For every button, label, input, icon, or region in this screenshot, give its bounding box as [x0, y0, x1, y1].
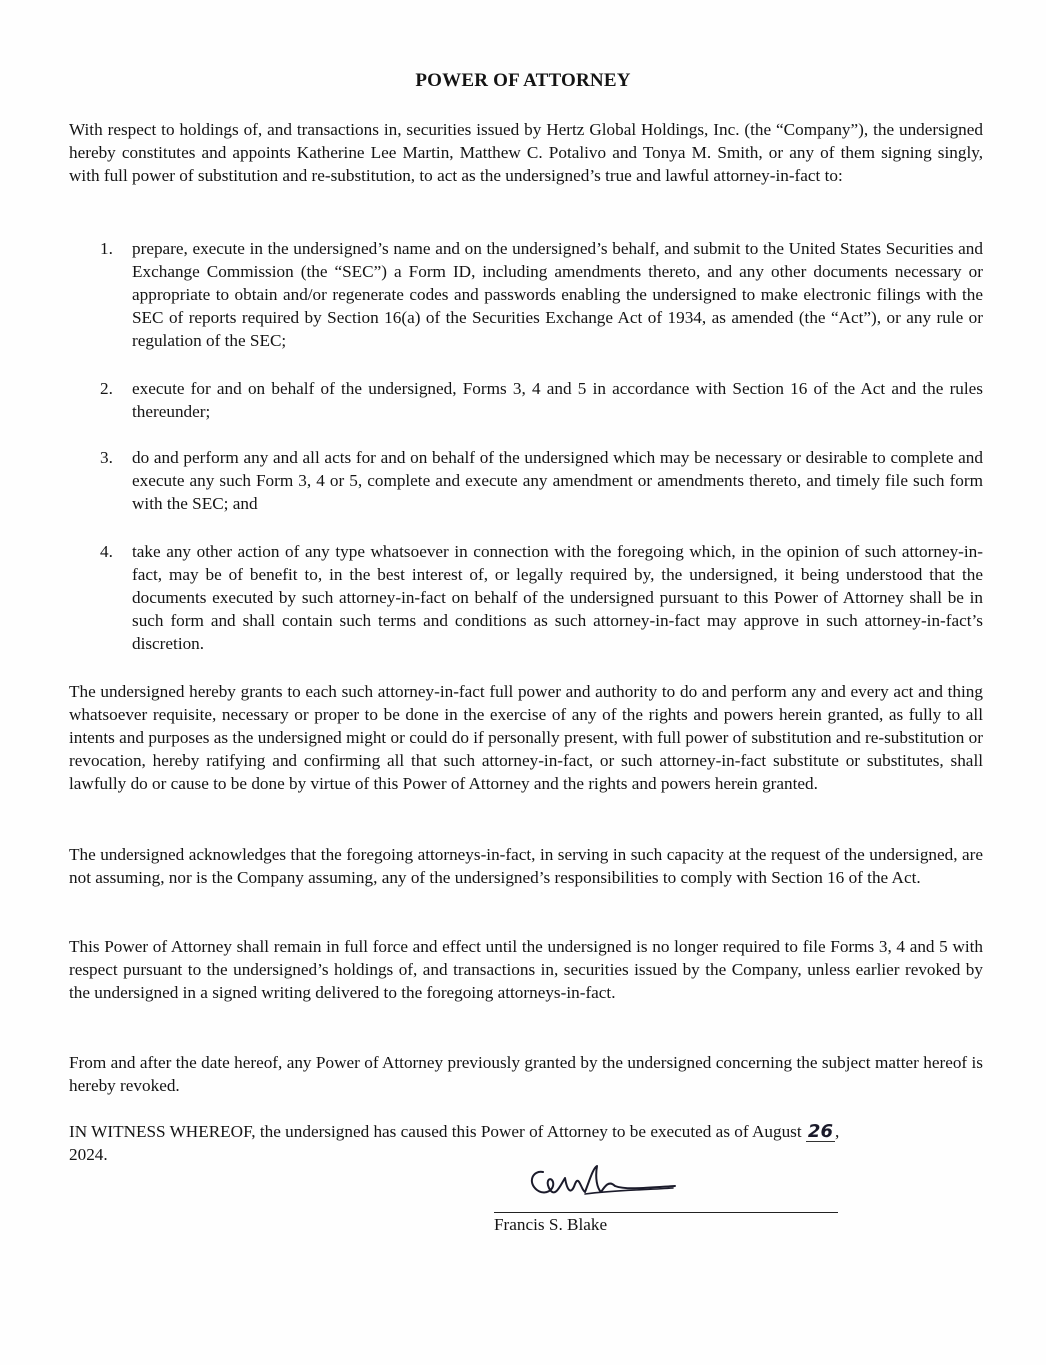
list-item-number: 3.: [100, 448, 113, 467]
acknowledgement-paragraph: The undersigned acknowledges that the foregoing attorneys-in-fact, in serving in such capacity at the request of the undersigned, are not assuming, nor is the Company assuming, any of the undersigned’s responsibilities to comply with Section 16 of the Act.: [69, 845, 983, 887]
list-item: [100, 446, 983, 515]
list-item-number: 1.: [100, 239, 113, 258]
document-title: POWER OF ATTORNEY: [415, 70, 631, 91]
duration-paragraph: This Power of Attorney shall remain in full force and effect until the undersigned is no longer required to file Forms 3, 4 and 5 with respect pursuant to the undersigned’s holdings of, and transactions in, securities issued by the Company, unless earlier revoked by the undersigned in a signed writing delivered to the foregoing attorneys-in-fact.: [69, 937, 983, 1002]
list-item: [100, 237, 983, 352]
list-item-text: do and perform any and all acts for and on behalf of the undersigned which may be necessary or desirable to complete and execute any such Form 3, 4 or 5, complete and execute any amendment or amendments thereto, and timely file such form with the SEC; and: [132, 448, 983, 513]
witness-year: 2024.: [69, 1145, 108, 1164]
list-item-text: take any other action of any type whatsoever in connection with the foregoing which, in the opinion of such attorney-in-fact, may be of benefit to, in the best interest of, or legally required by, the undersigned, it being understood that the documents executed by such attorney-in-fact on behalf of the undersigned pursuant to this Power of Attorney shall be in such form and shall contain such terms and conditions as such attorney-in-fact may approve in such attorney-in-fact’s discretion.: [132, 542, 983, 653]
list-item-text: execute for and on behalf of the undersigned, Forms 3, 4 and 5 in accordance with Section 16 of the Act and the rules thereunder;: [132, 379, 983, 421]
list-item: [100, 540, 983, 655]
intro-paragraph: With respect to holdings of, and transactions in, securities issued by Hertz Global Holdings, Inc. (the “Company”), the undersigned hereby constitutes and appoints Katherine Lee Martin, Matthew C. Potalivo and Tonya M. Smith, or any of them signing singly, with full power of substitution and re-substitution, to act as the undersigned’s true and lawful attorney-in-fact to:: [69, 120, 983, 185]
list-item: [100, 377, 983, 423]
revocation-paragraph: From and after the date hereof, any Power of Attorney previously granted by the undersigned concerning the subject matter hereof is hereby revoked.: [69, 1053, 983, 1095]
handwritten-signature: [525, 1160, 685, 1210]
handwritten-day: 26: [807, 1121, 833, 1142]
witness-comma: ,: [834, 1122, 840, 1141]
list-item-number: 4.: [100, 542, 113, 561]
list-item-text: prepare, execute in the undersigned’s name and on the undersigned’s behalf, and submit to the United States Securities and Exchange Commission (the “SEC”) a Form ID, including amendments thereto, and any other documents necessary or appropriate to obtain and/or regenerate codes and passwords enabling the undersigned to make electronic filings with the SEC of reports required by Section 16(a) of the Securities Exchange Act of 1934, as amended (the “Act”), or any rule or regulation of the SEC;: [132, 239, 983, 350]
grant-paragraph: The undersigned hereby grants to each such attorney-in-fact full power and authority to do and perform any and every act and thing whatsoever requisite, necessary or proper to be done in the exercise of any of the rights and powers herein granted, as fully to all intents and purposes as the undersigned might or could do if personally present, with full power of substitution and re-substitution or revocation, hereby ratifying and confirming all that such attorney-in-fact, or such attorney-in-fact substitute or substitutes, shall lawfully do or cause to be done by virtue of this Power of Attorney and the rights and powers herein granted.: [69, 682, 983, 793]
witness-text: IN WITNESS WHEREOF, the undersigned has caused this Power of Attorney to be executed as of August: [69, 1122, 806, 1141]
signer-name: Francis S. Blake: [494, 1215, 608, 1234]
list-item-number: 2.: [100, 379, 113, 398]
